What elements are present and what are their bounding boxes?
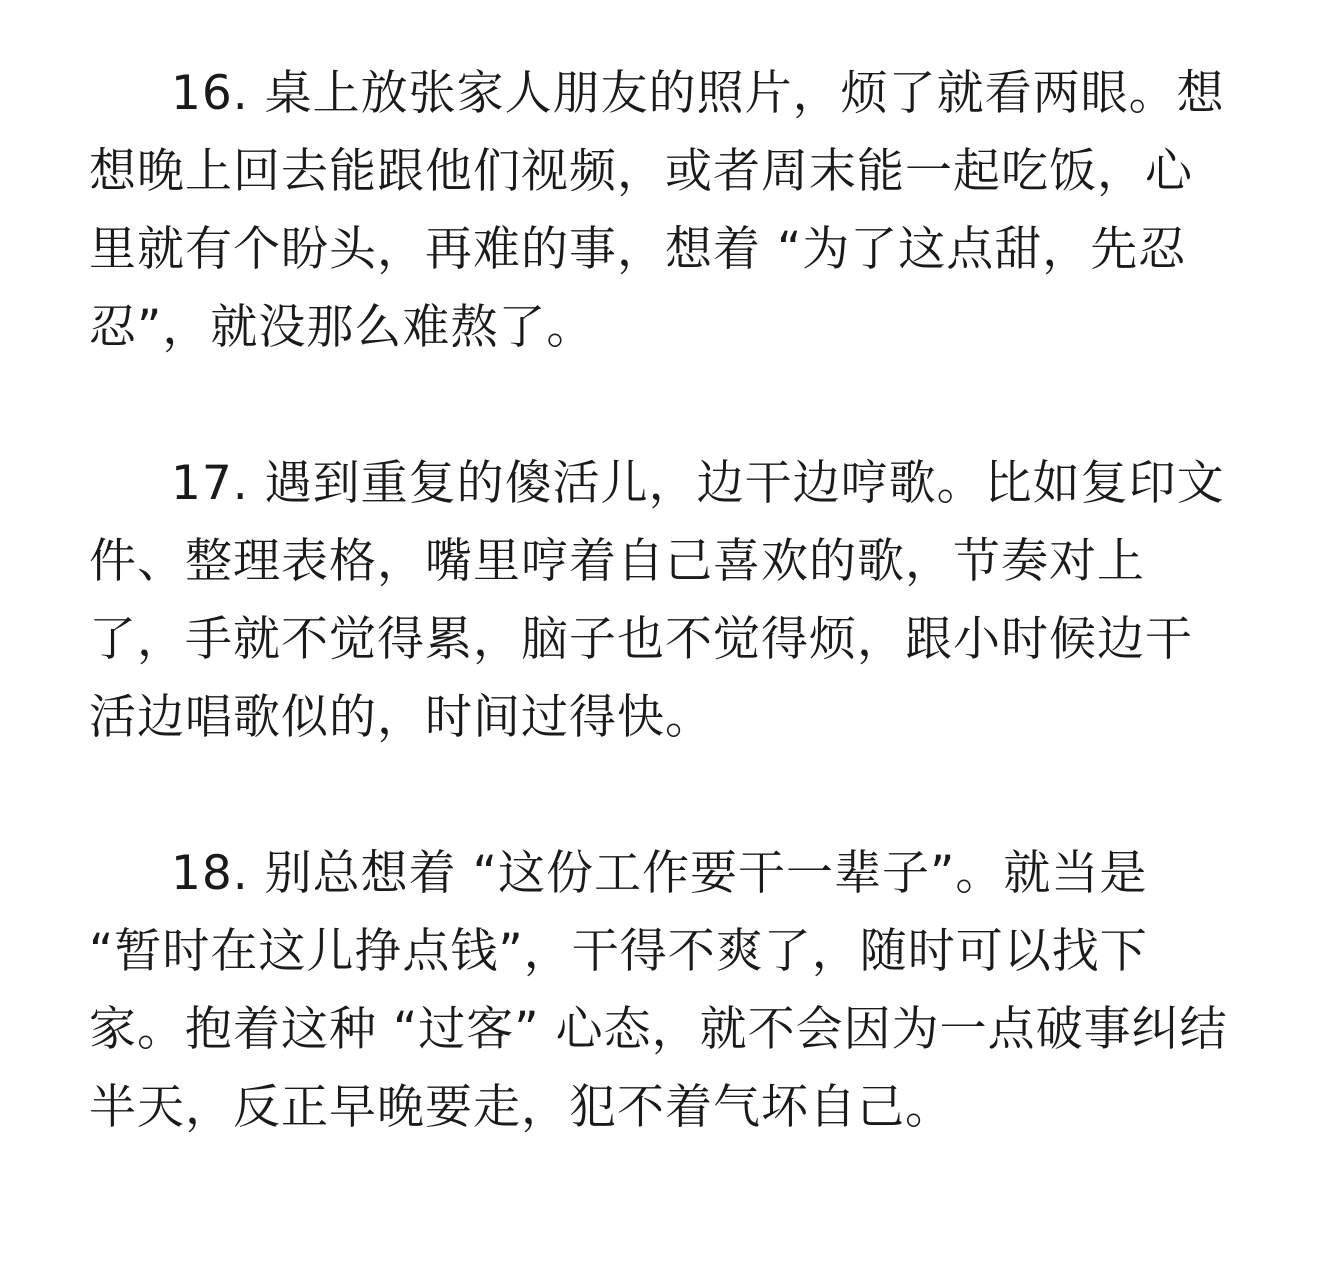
tip-paragraph-18: 18. 别总想着 “这份工作要干一辈子”。就当是 “暂时在这儿挣点钱”，干得不爽了，随时可以找下家。抱着这种 “过客” 心态，就不会因为一点破事纠结半天，反正早晚要走，犯不着气坏自己。: [89, 846, 1228, 1135]
tip-paragraph-16: 16. 桌上放张家人朋友的照片，烦了就看两眼。想想晚上回去能跟他们视频，或者周末能一起吃饭，心里就有个盼头，再难的事，想着 “为了这点甜，先忍忍”，就没那么难熬了。: [89, 66, 1225, 355]
article-body: [89, 55, 1229, 1147]
tip-paragraph-17: 17. 遇到重复的傻活儿，边干边哼歌。比如复印文件、整理表格，嘴里哼着自己喜欢的歌，节奏对上了，手就不觉得累，脑子也不觉得烦，跟小时候边干活边唱歌似的，时间过得快。: [89, 456, 1225, 745]
